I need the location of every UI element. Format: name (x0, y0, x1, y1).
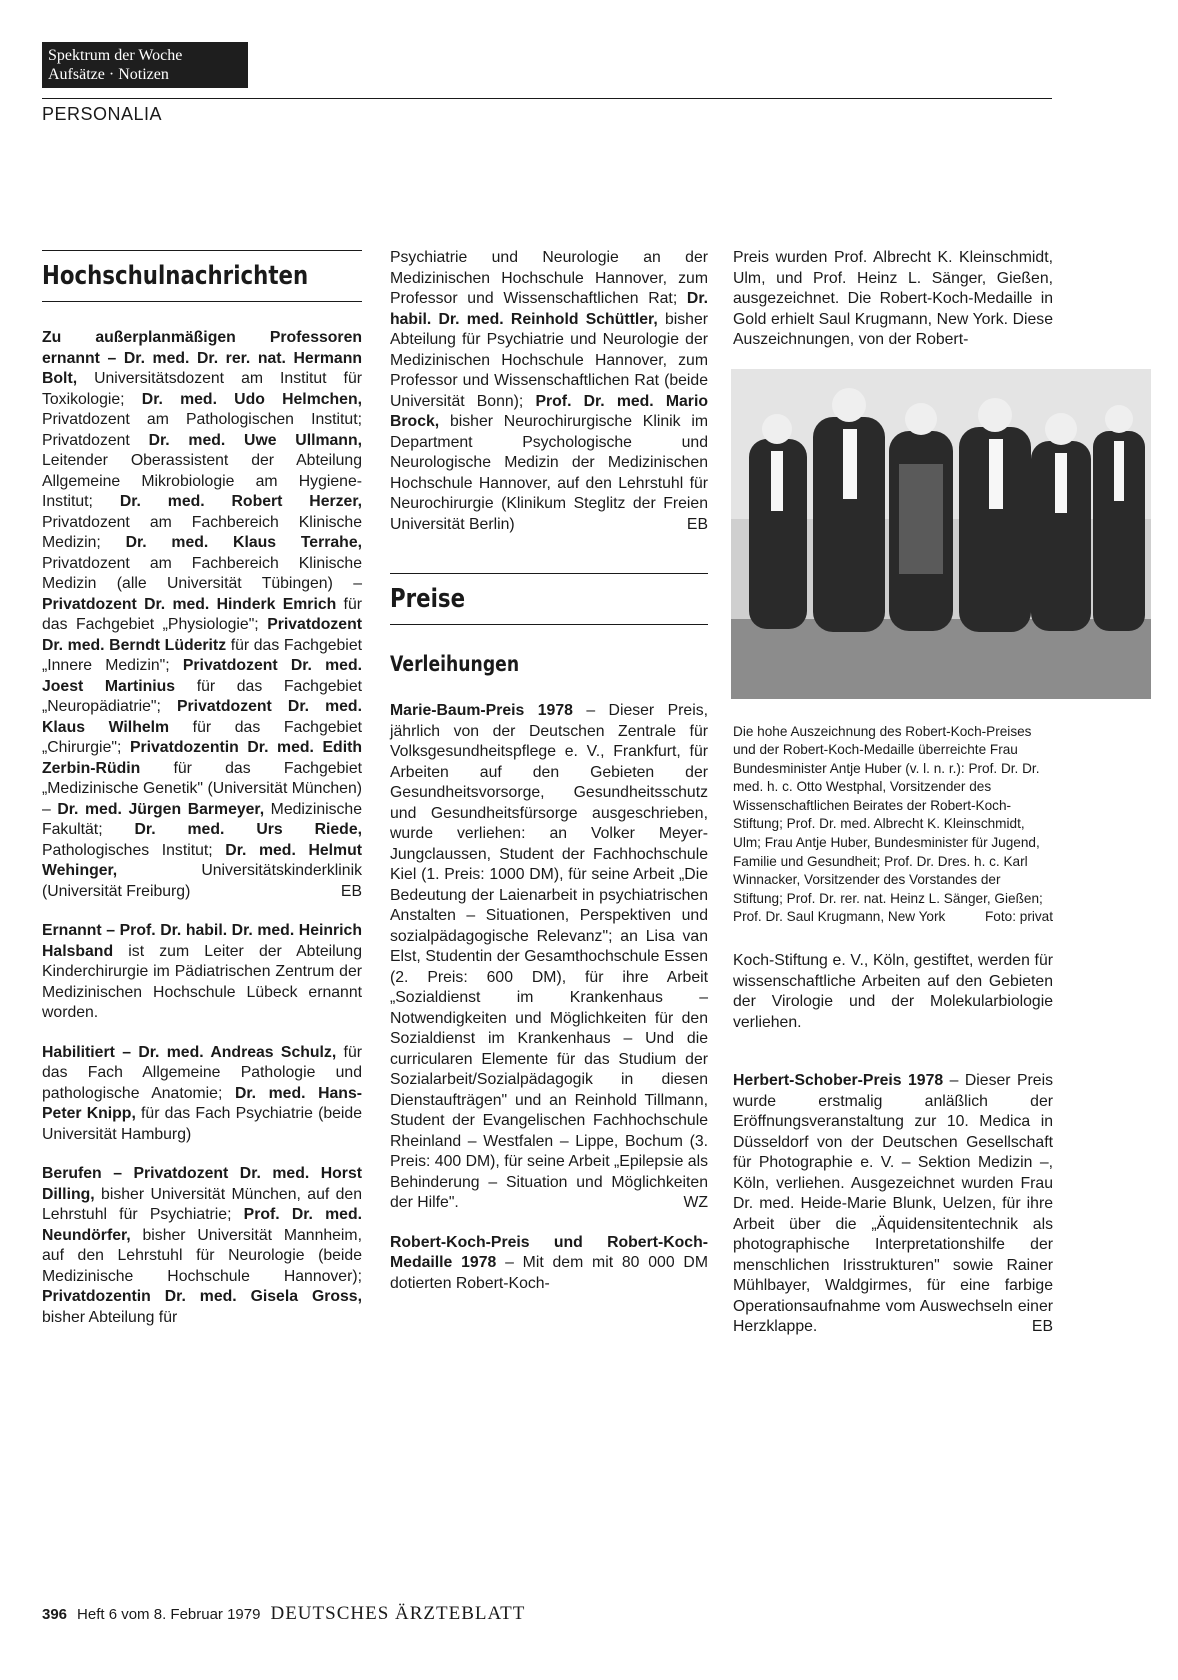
signature: EB (340, 882, 362, 900)
bold-run: Dr. habil. Dr. med. Reinhold Schüttler, (390, 290, 708, 328)
photo-caption (733, 723, 1053, 928)
paragraph-ernannt (42, 921, 362, 1024)
top-rule (42, 98, 1052, 99)
bold-run: Marie-Baum-Preis 1978 (390, 702, 573, 719)
column-1 (42, 250, 362, 1328)
text-run: – Mit dem mit 80 000 DM dotierten Robert-Koch- (390, 1254, 708, 1292)
bold-run: Privatdozentin Dr. med. Gisela Gross, (42, 1288, 362, 1305)
bold-run: Dr. med. Urs Riede, (134, 821, 362, 838)
text-run: Psychiatrie und Neurologie an der Medizinischen Hochschule Hannover, zum Professor und Wissenschaftlichen Rat; (390, 249, 708, 307)
text-run: für das Fachgebiet „Neuropädiatrie"; (42, 677, 362, 715)
award-photo-illustration (731, 369, 1151, 699)
caption-text: Die hohe Auszeichnung des Robert-Koch-Preises und der Robert-Koch-Medaille überreichte Frau Bundesminister Antje Huber (v. l. n. r.): Prof. Dr. Dr. med. h. c. Otto Westphal, Vorsitzender des Wissenschaftlichen Beirates der Robert-Koch-Stiftung; Prof. Dr. med. Albrecht K. Kleinschmidt, Ulm; Frau Antje Huber, Bundesminister für Jugend, Familie und Gesundheit; Prof. Dr. Dres. h. c. Karl Winnacker, Vorsitzender des Vorstandes der Stiftung; Prof. Dr. rer. nat. Heinz L. Sänger, Gießen; Prof. Dr. Saul Krugmann, New York (733, 723, 1043, 925)
section-label-box (42, 42, 248, 88)
bold-run: Zu außerplanmäßigen Professoren ernannt – Dr. med. Dr. rer. nat. Hermann Bolt, (42, 329, 362, 387)
page-number: 396 (42, 1606, 68, 1623)
text-run: ist zum Leiter der Abteilung Kinderchirurgie im Pädiatrischen Zentrum der Medizinischen Hochschule Lübeck ernannt worden. (42, 942, 362, 1021)
magazine-title: DEUTSCHES ÄRZTEBLATT (270, 1603, 526, 1624)
bold-run: Privatdozent Dr. med. Joest Martinius (42, 657, 362, 695)
heading-verleihungen: Verleihungen (390, 652, 520, 676)
text-run: Universitätsdozent am Institut für Toxikologie; (42, 370, 362, 408)
text-run: Koch-Stiftung e. V., Köln, gestiftet, werden für wissenschaftliche Arbeiten auf den Gebieten der Virologie und der Molekularbiologie verliehen. (733, 952, 1053, 1031)
rule (390, 624, 708, 625)
signature: WZ (683, 1194, 708, 1211)
text-run: für das Fachgebiet „Innere Medizin"; (42, 636, 362, 674)
heading-preise: Preise (390, 584, 466, 614)
kicker-line-2: Aufsätze · Notizen (48, 66, 169, 83)
bold-run: Herbert-Schober-Preis 1978 (733, 1072, 944, 1090)
bold-run: Dr. med. Helmut Wehinger, (42, 841, 363, 879)
text-run: – Dieser Preis, jährlich von der Deutschen Zentrale für Volksgesundheitspflege e. V., Frankfurt, für Arbeiten auf den Gebieten der Gesundheitsvorsorge, Gesundheitsschutz und Gesundheitsfürsorge ausgeschrieben, wurde verliehen: an Volker Meyer-Jungclaussen, Student der Fachhochschule Kiel (1. Preis: 1000 DM), für seine Arbeit „Die Bedeutung der Laienarbeit in psychiatrischen Anstalten – Situationen, Perspektiven und sozialpädagogische Relevanz"; an Lisa van Elst, Studentin der Gesamthochschule Essen (2. Preis: 600 DM), für ihre Arbeit „Sozialdienst im Krankenhaus – Notwendigkeiten und Möglichkeiten für den Sozialdienst im Krankenhaus – Und die curricularen Elemente für das Studium der Sozialarbeit/Sozialpädagogik in diesen Dienstaufträgen" und an Reinhold Tillmann, Student der Evangelischen Fachhochschule Rheinland – Westfalen – Lippe, Bochum (3. Preis: 400 DM), für seine Arbeit „Epilepsie als Behinderung – Situation und Möglichkeiten der Hilfe". (390, 702, 708, 1211)
text-run: Privatdozent am Fachbereich Klinische Medizin (alle Universität Tübingen) – (42, 554, 362, 592)
bold-run: Prof. Dr. med. Mario Brock, (390, 392, 708, 430)
paragraph-berufen-cont (390, 248, 708, 535)
text-run: Universitätskinderklinik (Universität Freiburg) (42, 862, 362, 900)
column-3 (733, 248, 1053, 1338)
text-run: Leitender Oberassistent der Abteilung Allgemeine Mikrobiologie am Hygiene-Institut; (42, 452, 362, 510)
rule (390, 573, 708, 574)
text-run: für das Fach Psychiatrie (beide Universität Hamburg) (42, 1105, 362, 1143)
rule (42, 250, 362, 251)
issue-info: Heft 6 vom 8. Februar 1979 (77, 1606, 261, 1623)
bold-run: Robert-Koch-Preis und Robert-Koch-Medaille 1978 (390, 1233, 708, 1271)
bold-run: Privatdozent Dr. med. Hinderk Emrich (42, 595, 337, 613)
bold-run: Privatdozentin Dr. med. Edith Zerbin-Rüdin (42, 739, 362, 777)
bold-run: Dr. med. Klaus Terrahe, (125, 534, 362, 551)
paragraph-robert-koch (390, 1233, 708, 1295)
bold-run: Habilitiert – Dr. med. Andreas Schulz, (42, 1043, 337, 1061)
signature: EB (1031, 1318, 1053, 1336)
rule (42, 301, 362, 302)
paragraph-habilitiert (42, 1043, 362, 1146)
bold-run: Prof. Dr. med. Neundörfer, (42, 1206, 362, 1244)
text-run: – Dieser Preis wurde erstmalig anläßlich der Eröffnungsveranstaltung zur 10. Medica in Düsseldorf von der Deutschen Gesellschaft für Photographie e. V. – Sektion Medizin –, Köln, verliehen. Ausgezeichnet wurden Frau Dr. med. Heide-Marie Blunk, Uelzen, für ihre Arbeit über die „Äquidensitentechnik als photographische Interpretationshilfe der menschlichen Irisstrukturen" sowie Rainer Mühlbayer, Waldgirmes, für eine farbige Operationsaufnahme vom Auswechseln einer Herzklappe. (733, 1072, 1053, 1336)
bold-run: Privatdozent Dr. med. Klaus Wilhelm (42, 698, 362, 736)
page-footer (42, 1603, 525, 1625)
section-title: PERSONALIA (42, 104, 163, 124)
heading-hochschulnachrichten: Hochschulnachrichten (42, 261, 309, 291)
paragraph-koch-stiftung (733, 951, 1053, 1033)
bold-run: Dr. med. Uwe Ullmann, (148, 431, 362, 449)
paragraph-professoren (42, 328, 362, 902)
paragraph-herbert-schober (733, 1071, 1053, 1338)
text-run: Medizinische Fakultät; (42, 800, 362, 838)
text-run: für das Fachgebiet „Physiologie"; (42, 595, 362, 633)
paragraph-marie-baum (390, 701, 708, 1214)
kicker-line-1: Spektrum der Woche (48, 47, 183, 64)
bold-run: Ernannt – Prof. Dr. habil. Dr. med. Heinrich Halsband (42, 922, 362, 960)
text-run: Privatdozent am Pathologischen Institut; Privatdozent (42, 411, 362, 449)
bold-run: Berufen – Privatdozent Dr. med. Horst Dilling, (42, 1165, 362, 1203)
text-run: bisher Abteilung für Psychiatrie und Neurologie der Medizinischen Hochschule Hannover, zum Professor und Wissenschaftlichen Rat (beide Universität Bonn); (390, 310, 708, 410)
text-run: für das Fach Allgemeine Pathologie und pathologische Anatomie; (42, 1043, 362, 1102)
column-2 (390, 248, 708, 1294)
bold-run: Dr. med. Jürgen Barmeyer, (57, 800, 265, 818)
award-photo (731, 369, 1151, 699)
signature: EB (686, 515, 708, 533)
text-run: Pathologisches Institut; (42, 841, 226, 859)
text-run: bisher Neurochirurgische Klinik im Department Psychologische und Neurologische Medizin der Medizinischen Hochschule Hannover, auf den Lehrstuhl für Neurochirurgie (Klinikum Steglitz der Freien Universität Berlin) (390, 413, 708, 533)
text-run: für das Fachgebiet „Medizinische Genetik" (Universität München) – (42, 759, 362, 818)
paragraph-robert-koch-cont (733, 248, 1053, 351)
bold-run: Dr. med. Robert Herzer, (119, 493, 362, 510)
photo-credit: Foto: privat (985, 909, 1053, 925)
text-run: für das Fachgebiet „Chirurgie"; (42, 718, 362, 756)
bold-run: Privatdozent Dr. med. Berndt Lüderitz (42, 616, 362, 654)
paragraph-berufen (42, 1164, 362, 1328)
bold-run: Dr. med. Udo Helmchen, (141, 390, 363, 408)
text-run: Privatdozent am Fachbereich Klinische Medizin; (42, 513, 362, 551)
text-run: Preis wurden Prof. Albrecht K. Kleinschmidt, Ulm, und Prof. Heinz L. Sänger, Gießen, ausgezeichnet. Die Robert-Koch-Medaille in Gold erhielt Saul Krugmann, New York. Diese Auszeichnungen, von der Robert- (733, 249, 1053, 348)
text-run: bisher Abteilung für (42, 1308, 178, 1326)
bold-run: Dr. med. Hans-Peter Knipp, (42, 1084, 362, 1122)
text-run: bisher Universität Mannheim, auf den Lehrstuhl für Neurologie (beide Medizinische Hochschule Hannover); (42, 1226, 362, 1285)
text-run: bisher Universität München, auf den Lehrstuhl für Psychiatrie; (42, 1185, 362, 1223)
